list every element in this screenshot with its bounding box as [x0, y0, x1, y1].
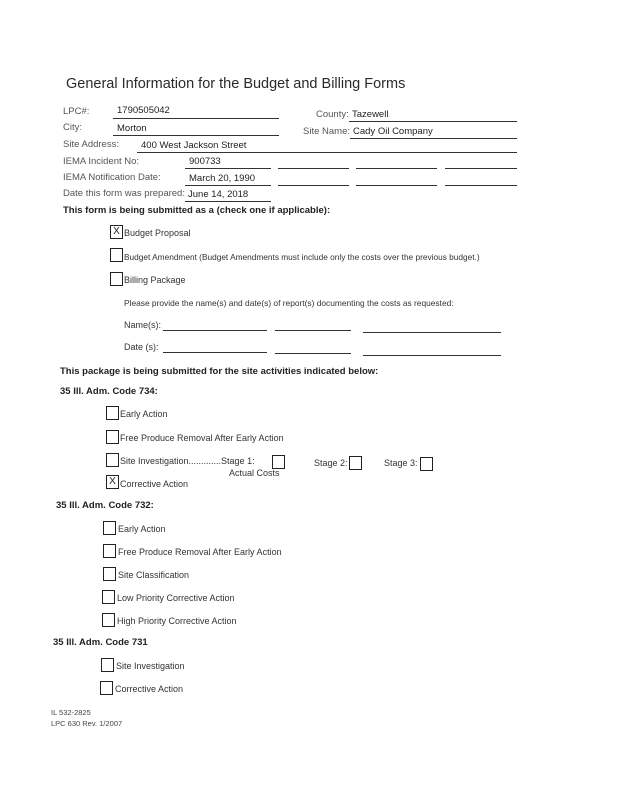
code734-site-investigation-label: Site Investigation.............Stage 1: [120, 456, 255, 466]
code732-early-action-checkbox[interactable] [103, 521, 116, 535]
dates-label: Date (s): [124, 342, 159, 352]
stage2-checkbox[interactable] [349, 456, 362, 470]
dates-line-2[interactable] [275, 353, 351, 354]
actual-costs-label: Actual Costs [229, 468, 280, 478]
iema-incident-value[interactable]: 900733 [189, 156, 221, 167]
code731-corrective-action-label: Corrective Action [115, 684, 184, 694]
iema-notification-line-2 [278, 185, 349, 186]
code734-site-investigation-checkbox[interactable] [106, 453, 119, 467]
date-prepared-value[interactable]: June 14, 2018 [188, 189, 249, 200]
page-title: General Information for the Budget and Billing Forms [66, 76, 406, 92]
code731-site-investigation-label: Site Investigation [116, 661, 185, 671]
iema-incident-line [185, 168, 271, 169]
activities-heading: This package is being submitted for the site activities indicated below: [60, 366, 379, 377]
names-line-3[interactable] [363, 332, 501, 333]
iema-notification-line [185, 185, 271, 186]
budget-proposal-label: Budget Proposal [124, 228, 191, 238]
site-address-label: Site Address: [63, 139, 119, 150]
city-line [113, 135, 279, 136]
county-label: County: [316, 109, 349, 120]
stage3-checkbox[interactable] [420, 457, 433, 471]
date-prepared-line [185, 201, 271, 202]
city-value[interactable]: Morton [117, 123, 147, 134]
dates-line-1[interactable] [163, 352, 267, 353]
budget-proposal-checkbox[interactable]: X [110, 225, 123, 239]
stage1-checkbox[interactable] [272, 455, 285, 469]
iema-notification-value[interactable]: March 20, 1990 [189, 173, 256, 184]
iema-incident-line-2 [278, 168, 349, 169]
dates-line-3[interactable] [363, 355, 501, 356]
code732-low-priority-label: Low Priority Corrective Action [117, 593, 235, 603]
names-line-1[interactable] [163, 330, 267, 331]
site-address-value[interactable]: 400 West Jackson Street [141, 140, 247, 151]
footer-revision: LPC 630 Rev. 1/2007 [51, 719, 123, 728]
code734-early-action-label: Early Action [120, 409, 168, 419]
county-line [349, 121, 517, 122]
lpc-line [113, 118, 279, 119]
reports-prompt: Please provide the name(s) and date(s) of report(s) documenting the costs as requested: [124, 298, 454, 308]
code732-high-priority-checkbox[interactable] [102, 613, 115, 627]
iema-notification-line-4 [445, 185, 517, 186]
billing-package-checkbox[interactable] [110, 272, 123, 286]
code734-free-product-label: Free Produce Removal After Early Action [120, 433, 284, 443]
code734-heading: 35 Ill. Adm. Code 734: [60, 386, 158, 397]
code734-free-product-checkbox[interactable] [106, 430, 119, 444]
code732-free-product-label: Free Produce Removal After Early Action [118, 547, 282, 557]
submitted-as-heading: This form is being submitted as a (check one if applicable): [63, 205, 331, 216]
iema-notification-label: IEMA Notification Date: [63, 172, 161, 183]
names-label: Name(s): [124, 320, 162, 330]
lpc-label: LPC#: [63, 106, 90, 117]
iema-notification-line-3 [356, 185, 437, 186]
code734-corrective-action-checkbox[interactable]: X [106, 475, 119, 489]
county-value[interactable]: Tazewell [352, 109, 389, 120]
site-name-line [350, 138, 517, 139]
budget-amendment-checkbox[interactable] [110, 248, 123, 262]
code731-heading: 35 Ill. Adm. Code 731 [53, 637, 148, 648]
site-name-value[interactable]: Cady Oil Company [353, 126, 433, 137]
code732-low-priority-checkbox[interactable] [102, 590, 115, 604]
footer-form-number: IL 532-2825 [51, 708, 91, 717]
date-prepared-label: Date this form was prepared: [63, 188, 185, 199]
code732-site-classification-label: Site Classification [118, 570, 190, 580]
code731-corrective-action-checkbox[interactable] [100, 681, 113, 695]
code732-high-priority-label: High Priority Corrective Action [117, 616, 237, 626]
names-line-2[interactable] [275, 330, 351, 331]
billing-package-label: Billing Package [124, 275, 186, 285]
iema-incident-line-4 [445, 168, 517, 169]
iema-incident-line-3 [356, 168, 437, 169]
code732-early-action-label: Early Action [118, 524, 166, 534]
site-address-line [137, 152, 517, 153]
budget-amendment-label: Budget Amendment (Budget Amendments must include only the costs over the previous budget.) [124, 252, 480, 262]
code734-early-action-checkbox[interactable] [106, 406, 119, 420]
stage3-label: Stage 3: [384, 458, 418, 468]
code732-heading: 35 Ill. Adm. Code 732: [56, 500, 154, 511]
city-label: City: [63, 122, 82, 133]
code732-site-classification-checkbox[interactable] [103, 567, 116, 581]
code732-free-product-checkbox[interactable] [103, 544, 116, 558]
code731-site-investigation-checkbox[interactable] [101, 658, 114, 672]
code734-corrective-action-label: Corrective Action [120, 479, 189, 489]
iema-incident-label: IEMA Incident No: [63, 156, 140, 167]
site-name-label: Site Name: [303, 126, 350, 137]
lpc-value[interactable]: 1790505042 [117, 105, 170, 116]
stage2-label: Stage 2: [314, 458, 348, 468]
